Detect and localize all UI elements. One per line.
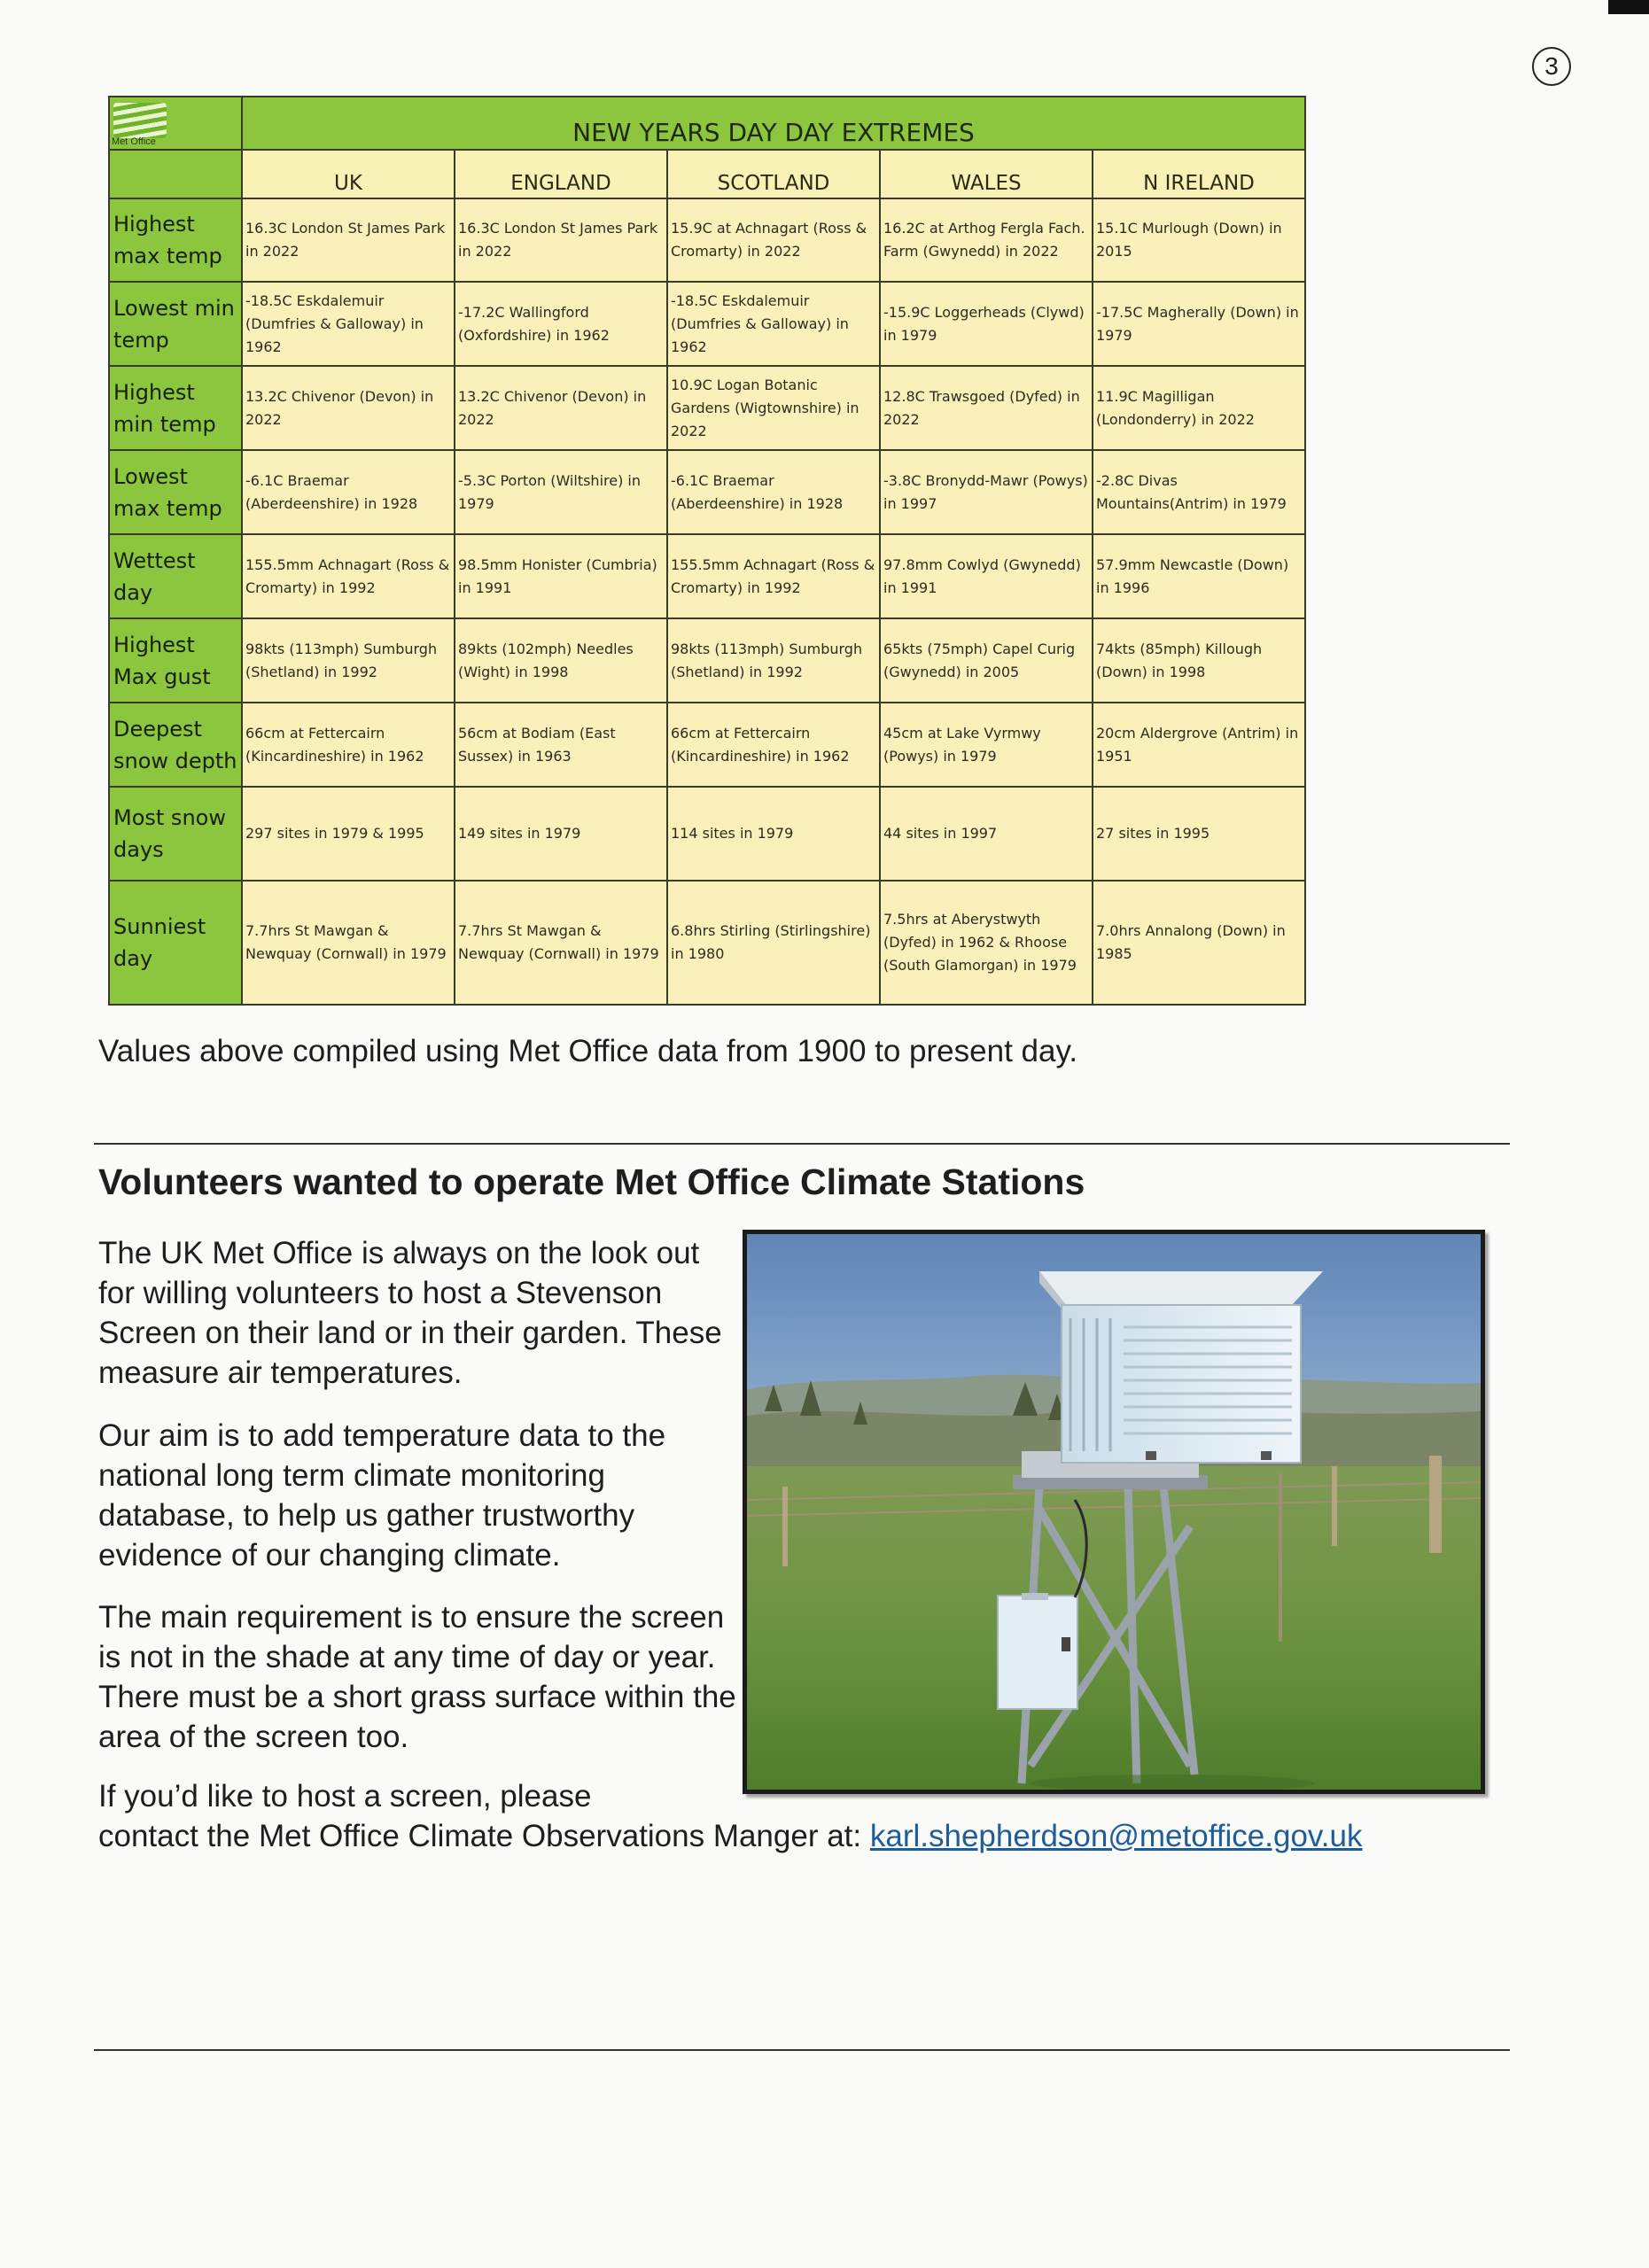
- table-cell: 98kts (113mph) Sumburgh (Shetland) in 1992: [242, 618, 455, 703]
- table-cell: 98kts (113mph) Sumburgh (Shetland) in 1992: [667, 618, 880, 703]
- table-row: [109, 198, 1305, 282]
- table-row: [109, 366, 1305, 450]
- table-cell: 57.9mm Newcastle (Down) in 1996: [1093, 534, 1305, 618]
- table-row: [109, 618, 1305, 703]
- table-cell: 27 sites in 1995: [1093, 787, 1305, 881]
- row-label: Sunniest day: [109, 881, 242, 1005]
- page-number: 3: [1532, 47, 1571, 86]
- table-cell: -18.5C Eskdalemuir (Dumfries & Galloway) in 1962: [667, 282, 880, 366]
- table-cell: 155.5mm Achnagart (Ross & Cromarty) in 1992: [242, 534, 455, 618]
- table-cell: 16.3C London St James Park in 2022: [455, 198, 667, 282]
- table-cell: 297 sites in 1979 & 1995: [242, 787, 455, 881]
- column-header-wales: WALES: [880, 150, 1093, 198]
- table-cell: 7.5hrs at Aberystwyth (Dyfed) in 1962 & Rhoose (South Glamorgan) in 1979: [880, 881, 1093, 1005]
- row-label: Highest min temp: [109, 366, 242, 450]
- column-header-uk: UK: [242, 150, 455, 198]
- data-source-note: Values above compiled using Met Office data from 1900 to present day.: [98, 1034, 1078, 1068]
- table-cell: 11.9C Magilligan (Londonderry) in 2022: [1093, 366, 1305, 450]
- table-cell: 98.5mm Honister (Cumbria) in 1991: [455, 534, 667, 618]
- met-office-logo-icon: [113, 103, 167, 138]
- met-office-logo-text: Met Office: [112, 136, 156, 147]
- table-cell: 155.5mm Achnagart (Ross & Cromarty) in 1992: [667, 534, 880, 618]
- table-cell: -2.8C Divas Mountains(Antrim) in 1979: [1093, 450, 1305, 534]
- table-cell: 74kts (85mph) Killough (Down) in 1998: [1093, 618, 1305, 703]
- table-cell: 16.2C at Arthog Fergla Fach. Farm (Gwynedd) in 2022: [880, 198, 1093, 282]
- table-cell: 56cm at Bodiam (East Sussex) in 1963: [455, 703, 667, 787]
- stevenson-screen-photo: [743, 1230, 1485, 1794]
- table-cell: 65kts (75mph) Capel Curig (Gwynedd) in 2005: [880, 618, 1093, 703]
- row-label: Highest Max gust: [109, 618, 242, 703]
- column-header-scotland: SCOTLAND: [667, 150, 880, 198]
- table-cell: 15.9C at Achnagart (Ross & Cromarty) in 2022: [667, 198, 880, 282]
- table-cell: 45cm at Lake Vyrmwy (Powys) in 1979: [880, 703, 1093, 787]
- table-cell: 114 sites in 1979: [667, 787, 880, 881]
- table-row: [109, 282, 1305, 366]
- table-cell: 44 sites in 1997: [880, 787, 1093, 881]
- table-cell: 7.7hrs St Mawgan & Newquay (Cornwall) in 1979: [455, 881, 667, 1005]
- table-cell: 66cm at Fettercairn (Kincardineshire) in 1962: [242, 703, 455, 787]
- table-cell: 66cm at Fettercairn (Kincardineshire) in 1962: [667, 703, 880, 787]
- contact-line-2: [98, 1816, 1363, 1856]
- volunteers-heading: Volunteers wanted to operate Met Office Climate Stations: [98, 1161, 1085, 1202]
- divider-bottom: [94, 2049, 1510, 2051]
- table-cell: -18.5C Eskdalemuir (Dumfries & Galloway) in 1962: [242, 282, 455, 366]
- column-header-n-ireland: N IRELAND: [1093, 150, 1305, 198]
- row-label: Deepest snow depth: [109, 703, 242, 787]
- row-label: Lowest min temp: [109, 282, 242, 366]
- table-cell: 97.8mm Cowlyd (Gwynedd) in 1991: [880, 534, 1093, 618]
- table-cell: 10.9C Logan Botanic Gardens (Wigtownshire) in 2022: [667, 366, 880, 450]
- column-header-england: ENGLAND: [455, 150, 667, 198]
- table-cell: 6.8hrs Stirling (Stirlingshire) in 1980: [667, 881, 880, 1005]
- table-cell: -3.8C Bronydd-Mawr (Powys) in 1997: [880, 450, 1093, 534]
- met-office-logo: [109, 97, 242, 150]
- table-cell: -6.1C Braemar (Aberdeenshire) in 1928: [242, 450, 455, 534]
- intro-paragraph: The UK Met Office is always on the look out for willing volunteers to host a Stevenson Screen on their land or in their garden. These measure air temperatures.: [98, 1236, 722, 1390]
- table-cell: 13.2C Chivenor (Devon) in 2022: [455, 366, 667, 450]
- scan-edge: [1608, 0, 1649, 14]
- row-label: Wettest day: [109, 534, 242, 618]
- row-label: Highest max temp: [109, 198, 242, 282]
- table-cell: -15.9C Loggerheads (Clywd) in 1979: [880, 282, 1093, 366]
- contact-lead: contact the Met Office Climate Observations Manger at:: [98, 1819, 862, 1853]
- table-cell: 15.1C Murlough (Down) in 2015: [1093, 198, 1305, 282]
- requirement-paragraph: The main requirement is to ensure the screen is not in the shade at any time of day or year. There must be a short grass surface within the area of the screen too.: [98, 1600, 736, 1754]
- table-cell: 20cm Aldergrove (Antrim) in 1951: [1093, 703, 1305, 787]
- table-row: [109, 881, 1305, 1005]
- table-row: [109, 534, 1305, 618]
- table-cell: -6.1C Braemar (Aberdeenshire) in 1928: [667, 450, 880, 534]
- contact-email-link[interactable]: karl.shepherdson@metoffice.gov.uk: [869, 1819, 1363, 1853]
- table-title-row: [109, 97, 1305, 150]
- extremes-table: [108, 96, 1306, 1006]
- table-row: [109, 787, 1305, 881]
- divider-top: [94, 1143, 1510, 1145]
- table-header-row: [109, 150, 1305, 198]
- aim-paragraph: Our aim is to add temperature data to the national long term climate monitoring database, to help us gather trustworthy evidence of our changing climate.: [98, 1418, 666, 1573]
- table-cell: 13.2C Chivenor (Devon) in 2022: [242, 366, 455, 450]
- table-cell: -17.2C Wallingford (Oxfordshire) in 1962: [455, 282, 667, 366]
- table-row: [109, 703, 1305, 787]
- table-title: NEW YEARS DAY DAY EXTREMES: [242, 97, 1305, 150]
- table-cell: -5.3C Porton (Wiltshire) in 1979: [455, 450, 667, 534]
- table-cell: -17.5C Magherally (Down) in 1979: [1093, 282, 1305, 366]
- row-label: Most snow days: [109, 787, 242, 881]
- table-cell: 7.7hrs St Mawgan & Newquay (Cornwall) in 1979: [242, 881, 455, 1005]
- table-row: [109, 450, 1305, 534]
- table-cell: 7.0hrs Annalong (Down) in 1985: [1093, 881, 1305, 1005]
- header-corner: [109, 150, 242, 198]
- table-cell: 16.3C London St James Park in 2022: [242, 198, 455, 282]
- table-cell: 149 sites in 1979: [455, 787, 667, 881]
- table-cell: 89kts (102mph) Needles (Wight) in 1998: [455, 618, 667, 703]
- table-cell: 12.8C Trawsgoed (Dyfed) in 2022: [880, 366, 1093, 450]
- contact-line-1: If you’d like to host a screen, please: [98, 1779, 592, 1814]
- row-label: Lowest max temp: [109, 450, 242, 534]
